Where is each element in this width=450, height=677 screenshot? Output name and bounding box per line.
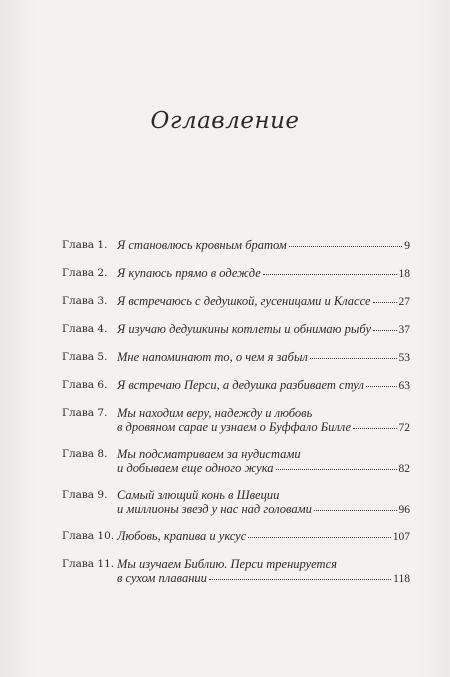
- dot-leader: [263, 273, 397, 275]
- page-number: 18: [398, 268, 410, 280]
- chapter-title-continued: в дровяном сарае и узнаем о Буффало Билле: [117, 420, 352, 434]
- toc-entry-9: [62, 488, 410, 517]
- page-number: 96: [398, 504, 410, 516]
- chapter-title: Самый злющий конь в Швеции: [117, 488, 280, 502]
- page-number: 63: [398, 380, 410, 392]
- chapter-number: Глава 3.: [62, 295, 108, 307]
- chapter-title: Я изучаю дедушкины котлеты и обнимаю рыбу: [117, 322, 371, 336]
- page-number: 27: [398, 296, 410, 308]
- chapter-number: Глава 5.: [62, 351, 108, 363]
- dot-leader: [276, 468, 397, 470]
- chapter-title: Я встречаюсь с дедушкой, гусеницами и Классе: [117, 294, 371, 308]
- chapter-number: Глава 2.: [62, 267, 108, 279]
- chapter-number: Глава 10.: [62, 530, 115, 542]
- chapter-title: Мне напоминают то, о чем я забыл: [117, 350, 308, 364]
- chapter-number: Глава 6.: [62, 379, 108, 391]
- chapter-number: Глава 7.: [62, 407, 108, 419]
- toc-entry-8: [62, 447, 410, 476]
- page-number: 72: [398, 422, 410, 434]
- chapter-title: Любовь, крапива и уксус: [117, 529, 247, 543]
- page-title: Оглавление: [150, 108, 300, 134]
- dot-leader: [373, 301, 397, 303]
- page-number: 9: [404, 240, 410, 252]
- chapter-title-continued: и добываем еще одного жука: [117, 461, 274, 475]
- page-number: 107: [392, 531, 410, 543]
- chapter-number: Глава 8.: [62, 448, 108, 460]
- toc-entry-10: [62, 529, 410, 544]
- chapter-title: Мы подсматриваем за нудистами: [117, 447, 301, 461]
- chapter-title: Мы находим веру, надежду и любовь: [117, 406, 313, 420]
- dot-leader: [289, 245, 402, 247]
- chapter-title: Я купаюсь прямо в одежде: [117, 266, 261, 280]
- page-number: 118: [393, 573, 410, 585]
- chapter-number: Глава 4.: [62, 323, 108, 335]
- chapter-title: Мы изучаем Библию. Перси тренируется: [117, 557, 337, 571]
- dot-leader: [353, 427, 396, 429]
- dot-leader: [373, 329, 397, 331]
- chapter-number: Глава 11.: [62, 558, 115, 570]
- toc-entry-4: [62, 322, 410, 337]
- chapter-title-continued: в сухом плавании: [117, 571, 207, 585]
- page-number: 37: [398, 324, 410, 336]
- chapter-title: Я встречаю Перси, а дедушка разбивает стул: [117, 378, 364, 392]
- toc-entry-5: [62, 350, 410, 365]
- toc-entry-3: [62, 294, 410, 309]
- dot-leader: [366, 385, 397, 387]
- toc-entry-2: [62, 266, 410, 281]
- toc-entry-7: [62, 406, 410, 435]
- page-number: 53: [398, 352, 410, 364]
- dot-leader: [310, 357, 397, 359]
- chapter-number: Глава 1.: [62, 239, 108, 251]
- chapter-title-continued: и миллионы звезд у нас над головами: [117, 502, 312, 516]
- dot-leader: [248, 536, 390, 538]
- chapter-title: Я становлюсь кровным братом: [117, 238, 287, 252]
- chapter-number: Глава 9.: [62, 489, 108, 501]
- toc-entry-6: [62, 378, 410, 393]
- toc-entry-11: [62, 557, 410, 586]
- table-of-contents: [62, 238, 410, 598]
- dot-leader: [209, 578, 391, 580]
- dot-leader: [314, 509, 397, 511]
- page-number: 82: [398, 463, 410, 475]
- toc-entry-1: [62, 238, 410, 253]
